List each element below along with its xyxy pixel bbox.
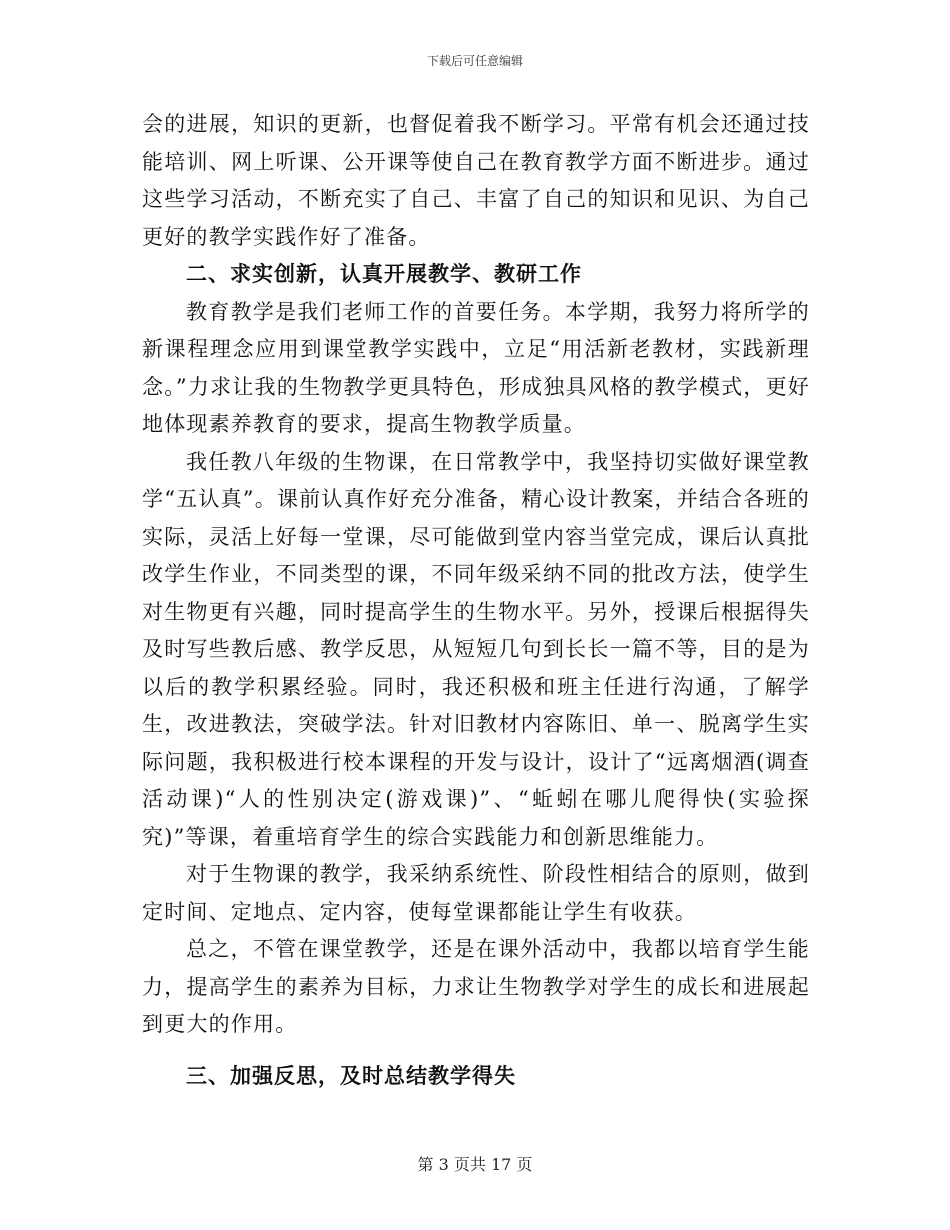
paragraph-grade8-biology: 我任教八年级的生物课，在日常教学中，我坚持切实做好课堂教学“五认真”。课前认真作好充分准备，精心设计教案，并结合各班的实际，灵活上好每一堂课，尽可能做到堂内容当堂完成，课后认真批改学生作业，不同类型的课，不同年级采纳不同的批改方法，使学生对生物更有兴趣，同时提高学生的生物水平。另外，授课后根据得失及时写些教后感、教学反思，从短短几句到长长一篇不等，目的是为以后的教学积累经验。同时，我还积极和班主任进行沟通，了解学生，改进教法，突破学法。针对旧教材内容陈旧、单一、脱离学生实际问题，我积极进行校本课程的开发与设计，设计了“远离烟酒(调查活动课)“人的性别决定(游戏课)”、“蚯蚓在哪儿爬得快(实验探究)”等课，着重培育学生的综合实践能力和创新思维能力。	[142, 449, 810, 849]
section-heading-2: 二、求实创新，认真开展教学、教研工作	[186, 262, 582, 286]
paragraph-teaching-principle: 对于生物课的教学，我采纳系统性、阶段性相结合的原则，做到定时间、定地点、定内容，使每堂课都能让学生有收获。	[142, 862, 810, 924]
document-body	[142, 106, 810, 1095]
paragraph-teaching-task: 教育教学是我们老师工作的首要任务。本学期，我努力将所学的新课程理念应用到课堂教学实践中，立足“用活新老教材，实践新理念。”力求让我的生物教学更具特色，形成独具风格的教学模式，更好地体现素养教育的要求，提高生物教学质量。	[142, 299, 810, 436]
page-number: 第 3 页共 17 页	[417, 1155, 533, 1174]
page-header: 下载后可任意编辑	[426, 54, 523, 68]
paragraph-summary: 总之，不管在课堂教学，还是在课外活动中，我都以培育学生能力，提高学生的素养为目标，力求让生物教学对学生的成长和进展起到更大的作用。	[142, 937, 810, 1036]
paragraph-continuation: 会的进展，知识的更新，也督促着我不断学习。平常有机会还通过技能培训、网上听课、公开课等使自己在教育教学方面不断进步。通过这些学习活动，不断充实了自己、丰富了自己的知识和见识、为自己更好的教学实践作好了准备。	[142, 112, 810, 249]
section-heading-3: 三、加强反思，及时总结教学得失	[186, 1063, 516, 1088]
